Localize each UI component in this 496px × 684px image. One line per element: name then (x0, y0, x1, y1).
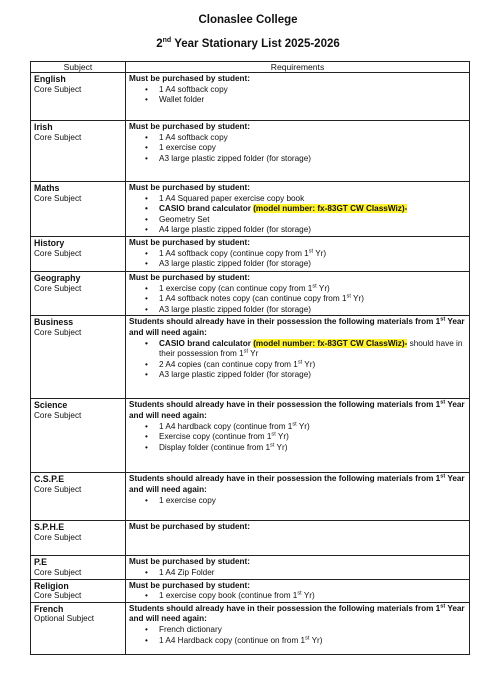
item-text: CASIO brand calculator (159, 338, 254, 348)
table-row (31, 73, 470, 121)
list-item (159, 95, 466, 106)
list-item (159, 305, 466, 316)
table-body (31, 73, 470, 655)
ordinal-suffix: st (440, 603, 446, 610)
item-text: 1 A4 Hardback copy (continue on from 1 (159, 635, 306, 645)
requirements-heading: Must be purchased by student: (129, 238, 251, 247)
subject-name: P.E (34, 557, 48, 568)
model-number-highlight: (model number: fx-83GT CW ClassWiz)- (253, 204, 408, 214)
item-text: 1 exercise copy (159, 495, 216, 505)
subject-name: Science (34, 400, 68, 411)
requirements-list (129, 249, 466, 270)
list-item (159, 294, 466, 305)
subject-name: C.S.P.E (34, 474, 65, 485)
list-item (159, 625, 466, 636)
ordinal-suffix: st (440, 473, 446, 480)
ordinal-suffix: st (308, 247, 314, 254)
subject-type: Core Subject (34, 327, 82, 337)
list-item (159, 360, 466, 371)
item-text: Display folder (continue from 1 (159, 442, 271, 452)
requirements-list (129, 133, 466, 165)
ordinal-suffix: st (305, 634, 310, 641)
requirements-heading: Must be purchased by student: (129, 74, 251, 83)
item-suffix: Yr) (313, 248, 327, 258)
requirements-cell (126, 73, 470, 121)
subject-type: Core Subject (34, 410, 82, 420)
list-item (159, 432, 466, 443)
stationary-table (30, 61, 470, 655)
requirements-cell (126, 473, 470, 521)
requirements-cell (126, 602, 470, 654)
requirements-list (129, 284, 466, 316)
subject-type: Core Subject (34, 84, 82, 94)
requirements-list (129, 422, 466, 454)
table-row (31, 237, 470, 272)
item-text: 1 A4 Zip Folder (159, 567, 215, 577)
requirements-heading: Students should already have in their possession the following materials from 1st Year and will need again: (129, 603, 465, 624)
item-tail: should have in their possession from 1 (159, 338, 463, 359)
item-text: Wallet folder (159, 95, 205, 105)
list-item (159, 194, 466, 205)
subject-column-header: Subject (31, 62, 126, 73)
requirements-list (129, 496, 466, 507)
item-suffix: Yr) (296, 421, 310, 431)
subject-cell (31, 579, 126, 602)
ordinal-suffix: st (440, 316, 446, 323)
ordinal-suffix: st (270, 442, 275, 449)
item-text: CASIO brand calculator (159, 204, 254, 214)
subject-cell (31, 272, 126, 316)
list-item (159, 85, 466, 96)
subtitle-ordinal: nd (162, 37, 172, 45)
item-suffix: Yr) (301, 591, 315, 601)
subject-name: History (34, 238, 65, 248)
page-subtitle (0, 38, 496, 50)
subject-cell (31, 316, 126, 399)
list-item (159, 225, 466, 236)
subject-cell (31, 121, 126, 182)
list-item (159, 249, 466, 260)
requirements-list (129, 625, 466, 646)
subject-cell (31, 182, 126, 237)
table-row (31, 579, 470, 602)
subject-cell (31, 237, 126, 272)
item-text: 1 exercise copy (159, 143, 216, 153)
subject-cell (31, 399, 126, 473)
item-text: 1 A4 hardback copy (continue from 1 (159, 421, 293, 431)
ordinal-suffix: st (271, 431, 276, 438)
list-item (159, 215, 466, 226)
list-item (159, 259, 466, 270)
subject-name: Religion (34, 580, 69, 591)
requirements-list (129, 85, 466, 106)
item-text: A4 large plastic zipped folder (for storage) (159, 225, 312, 235)
table-row (31, 182, 470, 237)
requirements-heading: Must be purchased by student: (129, 273, 251, 282)
subject-type: Core Subject (34, 591, 82, 601)
requirements-column-header: Requirements (126, 62, 470, 73)
subject-type: Core Subject (34, 567, 82, 577)
requirements-list (129, 591, 466, 602)
requirements-cell (126, 237, 470, 272)
requirements-list (129, 568, 466, 579)
item-text: 1 A4 softback notes copy (can continue copy from 1 (159, 294, 347, 304)
ordinal-suffix: st (312, 282, 317, 289)
list-item (159, 339, 466, 360)
subject-name: S.P.H.E (34, 522, 65, 533)
subject-cell (31, 473, 126, 521)
list-item (159, 133, 466, 144)
subject-type: Core Subject (34, 283, 82, 293)
list-item (159, 443, 466, 454)
table-row (31, 473, 470, 521)
subject-cell (31, 556, 126, 579)
requirements-cell (126, 121, 470, 182)
subject-cell (31, 521, 126, 556)
list-item (159, 284, 466, 295)
subject-type: Optional Subject (34, 614, 95, 624)
requirements-list (129, 339, 466, 381)
requirements-cell (126, 521, 470, 556)
item-suffix: Yr) (275, 432, 289, 442)
requirements-cell (126, 556, 470, 579)
item-text: 1 A4 softback copy (159, 132, 228, 142)
subject-name: English (34, 74, 66, 84)
item-text: French dictionary (159, 624, 222, 634)
subtitle-text: Year Stationary List 2025-2026 (171, 38, 340, 50)
requirements-cell (126, 579, 470, 602)
ordinal-suffix: st (297, 590, 302, 597)
table-row (31, 121, 470, 182)
subject-type: Core Subject (34, 248, 82, 258)
ordinal-suffix: st (243, 348, 249, 355)
list-item (159, 154, 466, 165)
subject-name: Geography (34, 273, 81, 283)
requirements-cell (126, 182, 470, 237)
table-row (31, 602, 470, 654)
requirements-cell (126, 399, 470, 473)
requirements-cell (126, 316, 470, 399)
subject-name: Maths (34, 183, 60, 193)
subject-name: Irish (34, 122, 53, 132)
item-text: 1 A4 Squared paper exercise copy book (159, 193, 305, 203)
item-suffix: Yr) (309, 635, 323, 645)
list-item (159, 636, 466, 647)
subject-cell (31, 602, 126, 654)
subtitle-year: 2 (156, 38, 163, 50)
list-item (159, 143, 466, 154)
item-text: 1 exercise copy (can continue copy from 1 (159, 283, 313, 293)
item-text: A3 large plastic zipped folder (for storage) (159, 304, 312, 314)
requirements-heading: Students should already have in their possession the following materials from 1st Year and will need again: (129, 399, 465, 420)
requirements-heading: Students should already have in their possession the following materials from 1st Year and will need again: (129, 473, 465, 494)
item-text: A3 large plastic zipped folder (for storage) (159, 259, 312, 269)
table-header-row (31, 62, 470, 73)
list-item (159, 370, 466, 381)
requirements-cell (126, 272, 470, 316)
list-item (159, 591, 466, 602)
subject-cell (31, 73, 126, 121)
item-suffix: Yr) (274, 442, 288, 452)
ordinal-suffix: st (346, 293, 351, 300)
ordinal-suffix: st (292, 420, 297, 427)
item-text: 2 A4 copies (can continue copy from 1 (159, 359, 298, 369)
item-text: 1 exercise copy book (continue from 1 (159, 591, 298, 601)
requirements-heading: Students should already have in their possession the following materials from 1st Year and will need again: (129, 316, 465, 337)
requirements-heading: Must be purchased by student: (129, 580, 251, 590)
item-text: 1 A4 softback copy (159, 84, 228, 94)
subject-type: Core Subject (34, 484, 82, 494)
requirements-list (129, 194, 466, 236)
subject-type: Core Subject (34, 532, 82, 542)
table-row (31, 399, 470, 473)
list-item (159, 422, 466, 433)
requirements-heading: Must be purchased by student: (129, 557, 251, 567)
list-item (159, 568, 466, 579)
item-suffix: Yr (248, 349, 259, 359)
item-text: 1 A4 softback copy (continue copy from 1 (159, 248, 309, 258)
item-suffix: Yr) (350, 294, 364, 304)
table-row (31, 316, 470, 399)
item-text: A3 large plastic zipped folder (for storage) (159, 153, 312, 163)
list-item (159, 496, 466, 507)
subject-name: Business (34, 317, 74, 328)
requirements-heading: Must be purchased by student: (129, 522, 251, 532)
subject-type: Core Subject (34, 193, 82, 203)
model-number-highlight: (model number: fx-83GT CW ClassWiz)- (253, 338, 408, 348)
table-row (31, 556, 470, 579)
item-suffix: Yr) (316, 283, 330, 293)
list-item (159, 204, 466, 215)
item-text: A3 large plastic zipped folder (for storage) (159, 370, 312, 380)
table-row (31, 521, 470, 556)
requirements-heading: Must be purchased by student: (129, 122, 251, 131)
ordinal-suffix: st (440, 399, 446, 406)
item-text: Exercise copy (continue from 1 (159, 432, 272, 442)
subject-type: Core Subject (34, 132, 82, 142)
item-suffix: Yr) (302, 359, 316, 369)
page-title: Clonaslee College (198, 14, 298, 26)
ordinal-suffix: st (297, 359, 303, 366)
subject-name: French (34, 603, 64, 614)
item-text: Geometry Set (159, 214, 210, 224)
requirements-heading: Must be purchased by student: (129, 183, 251, 192)
table-row (31, 272, 470, 316)
